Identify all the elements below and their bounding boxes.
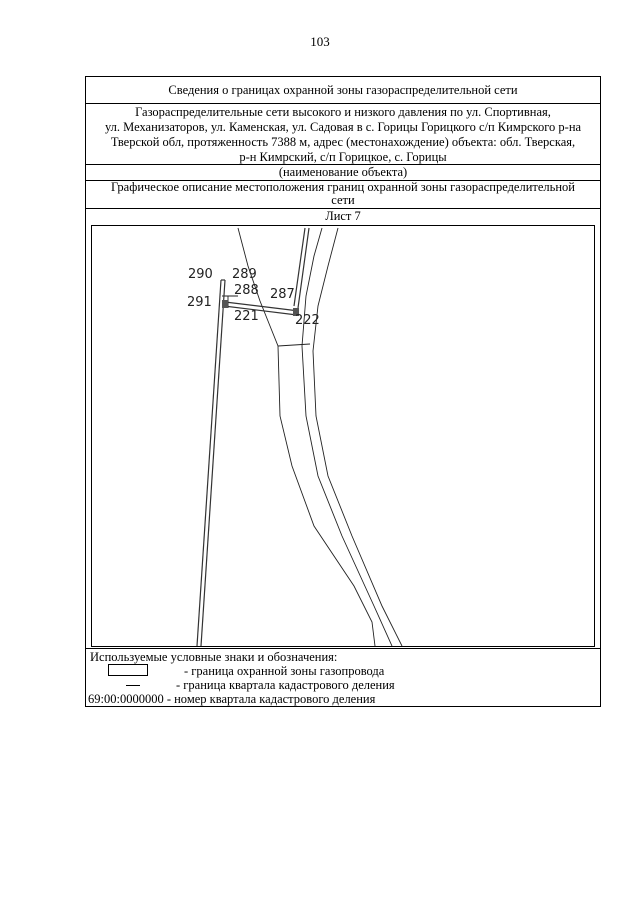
point-label-290: 290 <box>188 267 213 282</box>
legend-item-quarter-number <box>88 692 375 706</box>
legend-title: Используемые условные знаки и обозначения: <box>90 650 338 664</box>
legend-item-zone-text: - граница охранной зоны газопровода <box>184 664 385 678</box>
description-line-2: сети <box>331 193 355 207</box>
page-number: 103 <box>310 34 330 49</box>
object-caption: (наименование объекта) <box>86 165 600 181</box>
legend-box-symbol <box>108 664 148 676</box>
point-label-291: 291 <box>187 295 212 310</box>
legend-item-quarter-number-text: - номер квартала кадастрового деления <box>166 692 376 706</box>
point-label-289: 289 <box>232 267 257 282</box>
legend-quarter-number-symbol: 69:00:0000000 <box>88 692 164 706</box>
object-line-3: Тверской обл, протяженность 7388 м, адрес (местонахождение) объекта: обл. Тверская, <box>110 135 576 149</box>
road-line-center <box>302 228 392 646</box>
road-line-east <box>313 228 402 646</box>
cadastral-line-short <box>278 344 310 346</box>
zone-edge-west-inner <box>201 280 225 646</box>
legend-line-symbol <box>126 685 140 686</box>
zone-node-291 <box>222 300 228 308</box>
map-panel <box>91 225 595 647</box>
description-line-1: Графическое описание местоположения границ охранной зоны газораспределительной <box>110 180 575 194</box>
object-line-4: р-н Кимрский, с/п Горицкое, с. Горицы <box>239 150 447 164</box>
point-label-221: 221 <box>234 309 259 324</box>
document-title: Сведения о границах охранной зоны газораспределительной сети <box>86 77 600 104</box>
point-label-222: 222 <box>295 313 320 328</box>
point-label-288: 288 <box>234 283 259 298</box>
boundary-map <box>92 226 594 646</box>
object-name <box>86 104 600 165</box>
legend-item-quarter-line-text: - граница квартала кадастрового деления <box>176 678 395 692</box>
sheet-label: Лист 7 <box>325 209 361 223</box>
point-label-287: 287 <box>270 287 295 302</box>
legend <box>86 648 600 707</box>
legend-item-quarter-line <box>108 678 395 692</box>
object-line-1: Газораспределительные сети высокого и низкого давления по ул. Спортивная, <box>135 105 551 119</box>
legend-item-zone <box>108 664 384 678</box>
zone-edge-west-outer <box>197 280 221 646</box>
description-heading <box>86 181 600 209</box>
object-line-2: ул. Механизаторов, ул. Каменская, ул. Садовая в с. Горицы Горицкого с/п Кимрского р-на <box>104 120 582 134</box>
